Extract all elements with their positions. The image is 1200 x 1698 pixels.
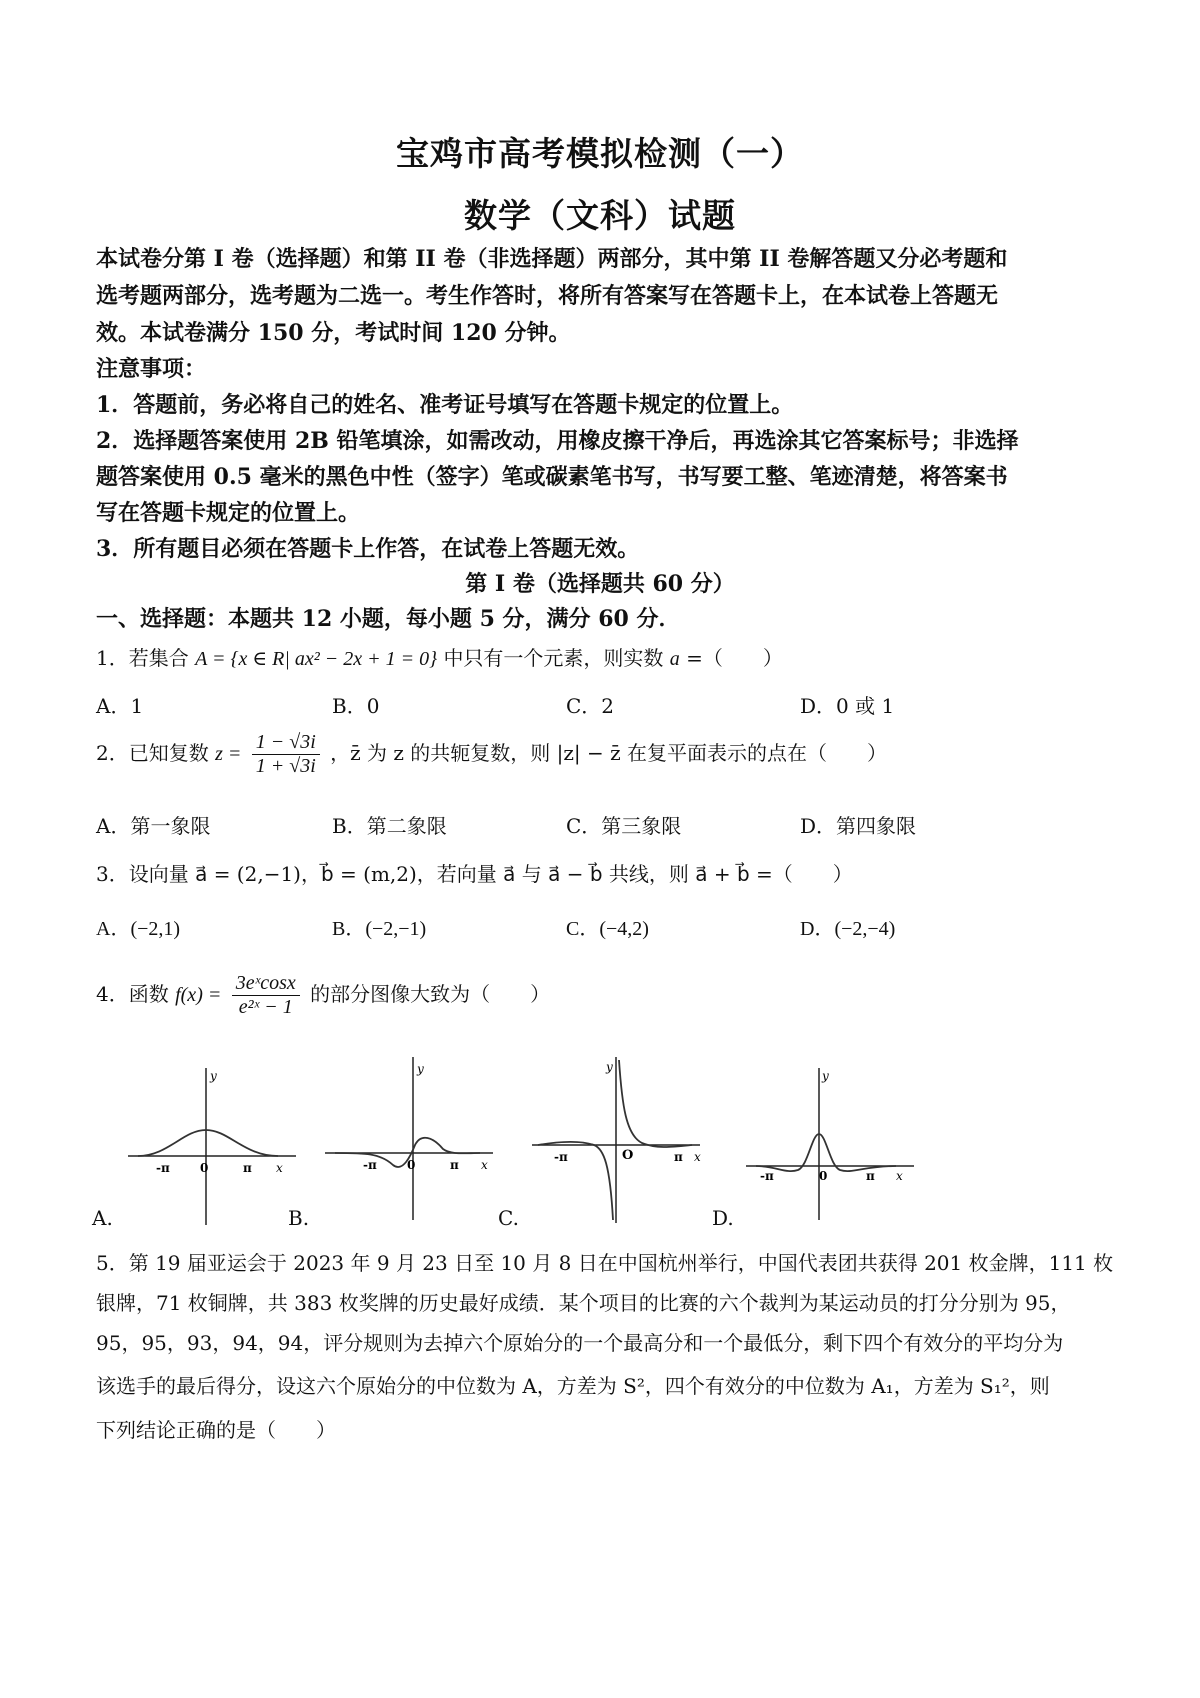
- graph-c-tick-neg-pi: -π: [554, 1150, 568, 1164]
- graph-a-curve: [138, 1130, 278, 1156]
- graph-a-x-label: x: [276, 1161, 283, 1175]
- intro-line-3: 效。本试卷满分 150 分，考试时间 120 分钟。: [96, 320, 571, 346]
- intro-line-1: 本试卷分第 I 卷（选择题）和第 II 卷（非选择题）两部分，其中第 II 卷解答题又分必考题和: [96, 246, 1008, 272]
- question-1: [96, 642, 783, 671]
- q2-option-a: A．第一象限: [96, 814, 211, 838]
- graph-c-y-label: y: [606, 1060, 613, 1074]
- graph-c-curve-right: [619, 1060, 692, 1147]
- q1-var: a: [669, 648, 680, 670]
- q1-tail: =（ ）: [686, 646, 783, 670]
- q2-fraction: [252, 731, 320, 778]
- question-5-line-4: 该选手的最后得分，设这六个原始分的中位数为 A，方差为 S²，四个有效分的中位数为 A₁，方差为 S₁²，则: [96, 1374, 1050, 1398]
- graph-c-x-label: x: [694, 1150, 701, 1164]
- q4-denominator: e²ˣ − 1: [238, 996, 293, 1018]
- q1-prefix: 1．若集合: [96, 646, 189, 670]
- graph-b-y-label: y: [417, 1062, 424, 1076]
- q2-option-b: B．第二象限: [332, 814, 447, 838]
- graph-d: [746, 1062, 926, 1222]
- notice-item-1: 1．答题前，务必将自己的姓名、准考证号填写在答题卡规定的位置上。: [96, 392, 794, 418]
- graph-b-x-label: x: [481, 1158, 488, 1172]
- notice-item-2b: 题答案使用 0.5 毫米的黑色中性（签字）笔或碳素笔书写，书写要工整、笔迹清楚，将答案书: [96, 464, 1008, 490]
- exam-subtitle: 数学（文科）试题: [464, 196, 736, 235]
- q3-option-c: C．(−4,2): [566, 918, 649, 940]
- graph-d-x-label: x: [896, 1169, 903, 1183]
- graph-d-tick-neg-pi: -π: [760, 1169, 774, 1183]
- q1-suffix: 中只有一个元素，则实数: [443, 646, 664, 670]
- q2-denominator: 1 + √3i: [255, 755, 316, 777]
- notice-item-2a: 2．选择题答案使用 2B 铅笔填涂，如需改动，用橡皮擦干净后，再选涂其它答案标号；非选择: [96, 428, 1019, 454]
- q2-numerator: 1 − √3i: [252, 731, 320, 755]
- graph-a: [128, 1060, 308, 1230]
- notice-title: 注意事项：: [96, 356, 207, 382]
- question-5-line-5: 下列结论正确的是（ ）: [96, 1418, 336, 1442]
- question-3: 3．设向量 a⃗ = (2,−1)，b⃗ = (m,2)，若向量 a⃗ 与 a⃗ − b⃗ 共线，则 a⃗ + b⃗ =（ ）: [96, 862, 853, 886]
- question-5-line-2: 银牌，71 枚铜牌，共 383 枚奖牌的历史最好成绩．某个项目的比赛的六个裁判为某运动员的打分分别为 95，: [96, 1291, 1071, 1315]
- graph-d-origin: 0: [819, 1169, 828, 1183]
- q4-fx: f(x) =: [175, 984, 222, 1006]
- q3-option-b: B．(−2,−1): [332, 918, 427, 940]
- notice-item-3: 3．所有题目必须在答题卡上作答，在试卷上答题无效。: [96, 536, 640, 562]
- q1-option-c: C．2: [566, 694, 615, 718]
- graph-b: [325, 1055, 505, 1225]
- section-heading: 一、选择题：本题共 12 小题，每小题 5 分，满分 60 分．: [96, 606, 681, 632]
- graph-c: [532, 1055, 712, 1225]
- q4-fraction: [232, 972, 300, 1019]
- graph-a-y-label: y: [210, 1069, 217, 1083]
- q3-option-a: A．(−2,1): [96, 918, 181, 940]
- q4-prefix: 4．函数: [96, 982, 169, 1006]
- graph-a-origin: 0: [200, 1161, 209, 1175]
- q1-option-d: D．0 或 1: [800, 694, 895, 718]
- q2-z: z =: [215, 743, 242, 765]
- question-5-line-3: 95，95，93，94，94，评分规则为去掉六个原始分的一个最高分和一个最低分，剩下四个有效分的平均分为: [96, 1331, 1064, 1355]
- q1-set: A = {x ∈ R| ax² − 2x + 1 = 0}: [195, 648, 438, 670]
- notice-item-2c: 写在答题卡规定的位置上。: [96, 500, 361, 526]
- q4-suffix: 的部分图像大致为（ ）: [310, 982, 551, 1006]
- q4-numerator: 3eˣcosx: [232, 972, 300, 996]
- graph-b-tick-pi: π: [450, 1158, 459, 1172]
- graph-d-y-label: y: [822, 1069, 829, 1083]
- question-2: [96, 731, 887, 778]
- graph-b-label: B.: [288, 1206, 310, 1230]
- question-5-line-1: 5．第 19 届亚运会于 2023 年 9 月 23 日至 10 月 8 日在中国杭州举行，中国代表团共获得 201 枚金牌，111 枚: [96, 1251, 1114, 1275]
- q2-option-d: D．第四象限: [800, 814, 917, 838]
- graph-d-tick-pi: π: [866, 1169, 875, 1183]
- q2-option-c: C．第三象限: [566, 814, 682, 838]
- graph-c-label: C.: [498, 1206, 519, 1230]
- graph-a-tick-pi: π: [243, 1161, 252, 1175]
- intro-line-2: 选考题两部分，选考题为二选一。考生作答时，将所有答案写在答题卡上，在本试卷上答题无: [96, 283, 999, 309]
- exam-title: 宝鸡市高考模拟检测（一）: [396, 134, 804, 173]
- graph-b-origin: 0: [407, 1158, 416, 1172]
- q1-option-b: B．0: [332, 694, 380, 718]
- q3-option-d: D．(−2,−4): [800, 918, 896, 940]
- graph-c-curve-left: [538, 1142, 613, 1220]
- section-title: 第 I 卷（选择题共 60 分）: [465, 571, 735, 597]
- q2-prefix: 2．已知复数: [96, 741, 209, 765]
- graph-a-label: A.: [92, 1206, 113, 1230]
- graph-c-tick-pi: π: [674, 1150, 683, 1164]
- graph-c-origin: O: [622, 1148, 634, 1163]
- q1-option-a: A．1: [96, 694, 144, 718]
- graph-a-tick-neg-pi: -π: [156, 1161, 170, 1175]
- q2-body: ，z̄ 为 z 的共轭复数，则 |z| − z̄ 在复平面表示的点在（ ）: [330, 741, 888, 765]
- graph-d-label: D.: [712, 1206, 734, 1230]
- question-4: [96, 972, 550, 1019]
- graph-b-tick-neg-pi: -π: [363, 1158, 377, 1172]
